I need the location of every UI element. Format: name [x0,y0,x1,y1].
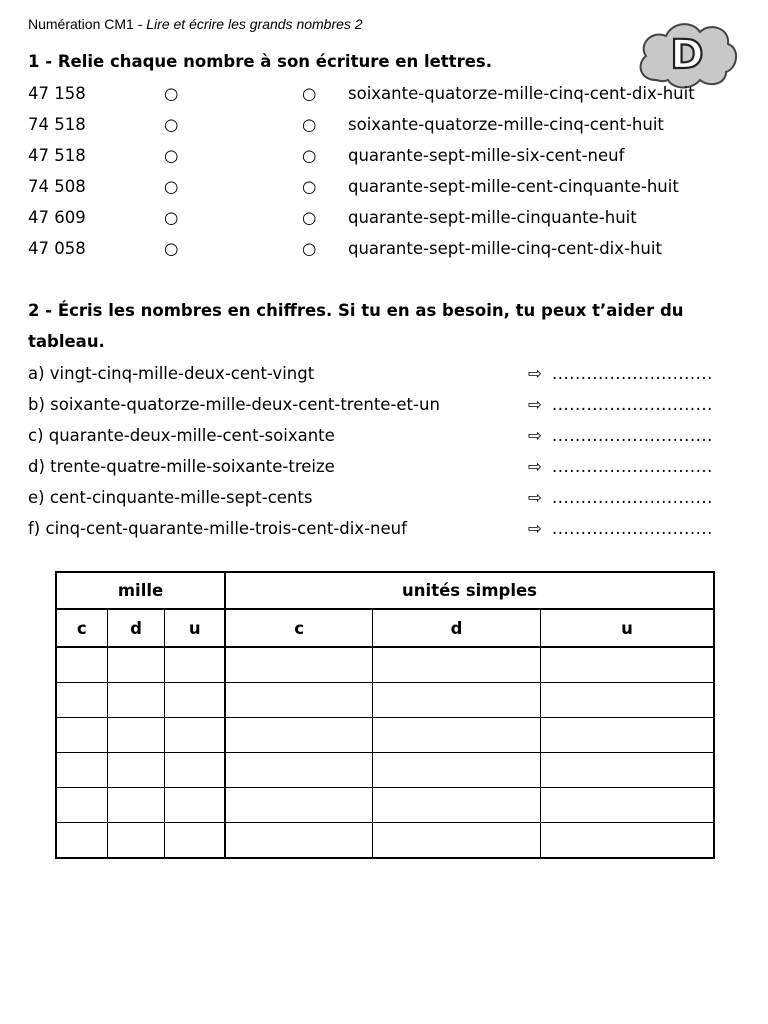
q2-item [28,519,740,550]
q1-words: soixante-quatorze-mille-cinq-cent-dix-huit [348,84,695,103]
table-cell[interactable] [107,753,165,788]
q2-item [28,426,740,457]
table-cell[interactable] [107,718,165,753]
q1-number: 47 158 [28,84,86,103]
q1-words: quarante-sept-mille-cent-cinquante-huit [348,177,679,196]
table-cell[interactable] [56,647,107,683]
q2-item [28,488,740,519]
q1-row [28,208,748,239]
q1-left-dot[interactable]: ○ [164,177,179,196]
table-cell[interactable] [107,647,165,683]
table-cell[interactable] [225,718,373,753]
q1-right-dot[interactable]: ○ [302,115,317,134]
table-cell[interactable] [540,718,714,753]
q2-item-text: f) cinq-cent-quarante-mille-trois-cent-dix-neuf [28,519,407,538]
table-cell[interactable] [225,683,373,718]
q1-row [28,84,748,115]
table-cell[interactable] [165,683,225,718]
column-header: c [225,609,373,647]
table-cell[interactable] [165,647,225,683]
q1-words: soixante-quatorze-mille-cinq-cent-huit [348,115,664,134]
q2-item [28,364,740,395]
answer-blank[interactable]: ............................ [552,426,713,445]
q1-left-dot[interactable]: ○ [164,115,179,134]
arrow-icon: ⇨ [528,395,542,414]
worksheet-header [28,16,363,32]
q1-row [28,239,748,270]
answer-blank[interactable]: ............................ [552,457,713,476]
q2-title-line1: 2 - Écris les nombres en chiffres. Si tu en as besoin, tu peux t’aider du [28,301,684,320]
table-cell[interactable] [540,683,714,718]
table-cell[interactable] [225,823,373,859]
table-row [56,753,714,788]
q1-right-dot[interactable]: ○ [302,239,317,258]
answer-blank[interactable]: ............................ [552,395,713,414]
q1-row [28,115,748,146]
table-cell[interactable] [165,823,225,859]
column-header: c [56,609,107,647]
table-cell[interactable] [373,647,541,683]
header-title: Numération CM1 - [28,16,147,32]
group-header-mille: mille [56,572,225,609]
table-cell[interactable] [373,753,541,788]
table-cell[interactable] [540,647,714,683]
badge-letter: D [670,32,704,78]
column-header: u [165,609,225,647]
table-cell[interactable] [225,647,373,683]
q2-item [28,395,740,426]
arrow-icon: ⇨ [528,364,542,383]
table-cell[interactable] [540,823,714,859]
q2-item-text: a) vingt-cinq-mille-deux-cent-vingt [28,364,315,383]
table-cell[interactable] [56,718,107,753]
q1-words: quarante-sept-mille-six-cent-neuf [348,146,625,165]
place-value-table [55,571,715,859]
table-cell[interactable] [373,718,541,753]
q1-words: quarante-sept-mille-cinq-cent-dix-huit [348,239,662,258]
column-header: d [373,609,541,647]
answer-blank[interactable]: ............................ [552,488,713,507]
table-row [56,683,714,718]
table-cell[interactable] [225,788,373,823]
table-cell[interactable] [165,753,225,788]
table-row [56,718,714,753]
table-cell[interactable] [56,788,107,823]
table-cell[interactable] [540,753,714,788]
q1-title: 1 - Relie chaque nombre à son écriture en lettres. [28,52,492,71]
q1-right-dot[interactable]: ○ [302,146,317,165]
q2-item [28,457,740,488]
q1-left-dot[interactable]: ○ [164,239,179,258]
q1-left-dot[interactable]: ○ [164,84,179,103]
table-cell[interactable] [165,718,225,753]
q1-left-dot[interactable]: ○ [164,146,179,165]
table-cell[interactable] [107,823,165,859]
table-cell[interactable] [373,683,541,718]
arrow-icon: ⇨ [528,519,542,538]
column-header: d [107,609,165,647]
table-cell[interactable] [107,788,165,823]
answer-blank[interactable]: ............................ [552,519,713,538]
q1-right-dot[interactable]: ○ [302,208,317,227]
table-cell[interactable] [373,788,541,823]
q1-row [28,146,748,177]
answer-blank[interactable]: ............................ [552,364,713,383]
cloud-badge-icon [634,18,740,92]
table-row [56,823,714,859]
q2-item-text: d) trente-quatre-mille-soixante-treize [28,457,335,476]
q1-number: 74 508 [28,177,86,196]
arrow-icon: ⇨ [528,457,542,476]
table-cell[interactable] [56,753,107,788]
q2-item-text: c) quarante-deux-mille-cent-soixante [28,426,335,445]
column-header: u [540,609,714,647]
q2-item-text: e) cent-cinquante-mille-sept-cents [28,488,313,507]
q1-left-dot[interactable]: ○ [164,208,179,227]
table-cell[interactable] [225,753,373,788]
q2-title-line2: tableau. [28,332,105,351]
q1-words: quarante-sept-mille-cinquante-huit [348,208,637,227]
q1-number: 74 518 [28,115,86,134]
q1-number: 47 609 [28,208,86,227]
q1-right-dot[interactable]: ○ [302,84,317,103]
group-header-unites-simples: unités simples [225,572,714,609]
table-row [56,647,714,683]
arrow-icon: ⇨ [528,426,542,445]
header-subtitle: Lire et écrire les grands nombres 2 [146,16,363,32]
q2-item-text: b) soixante-quatorze-mille-deux-cent-trente-et-un [28,395,440,414]
q1-number: 47 058 [28,239,86,258]
arrow-icon: ⇨ [528,488,542,507]
table-row [56,788,714,823]
table-cell[interactable] [373,823,541,859]
q1-right-dot[interactable]: ○ [302,177,317,196]
table-cell[interactable] [540,788,714,823]
table-cell[interactable] [165,788,225,823]
q1-row [28,177,748,208]
table-cell[interactable] [56,823,107,859]
table-cell[interactable] [107,683,165,718]
q1-number: 47 518 [28,146,86,165]
table-cell[interactable] [56,683,107,718]
